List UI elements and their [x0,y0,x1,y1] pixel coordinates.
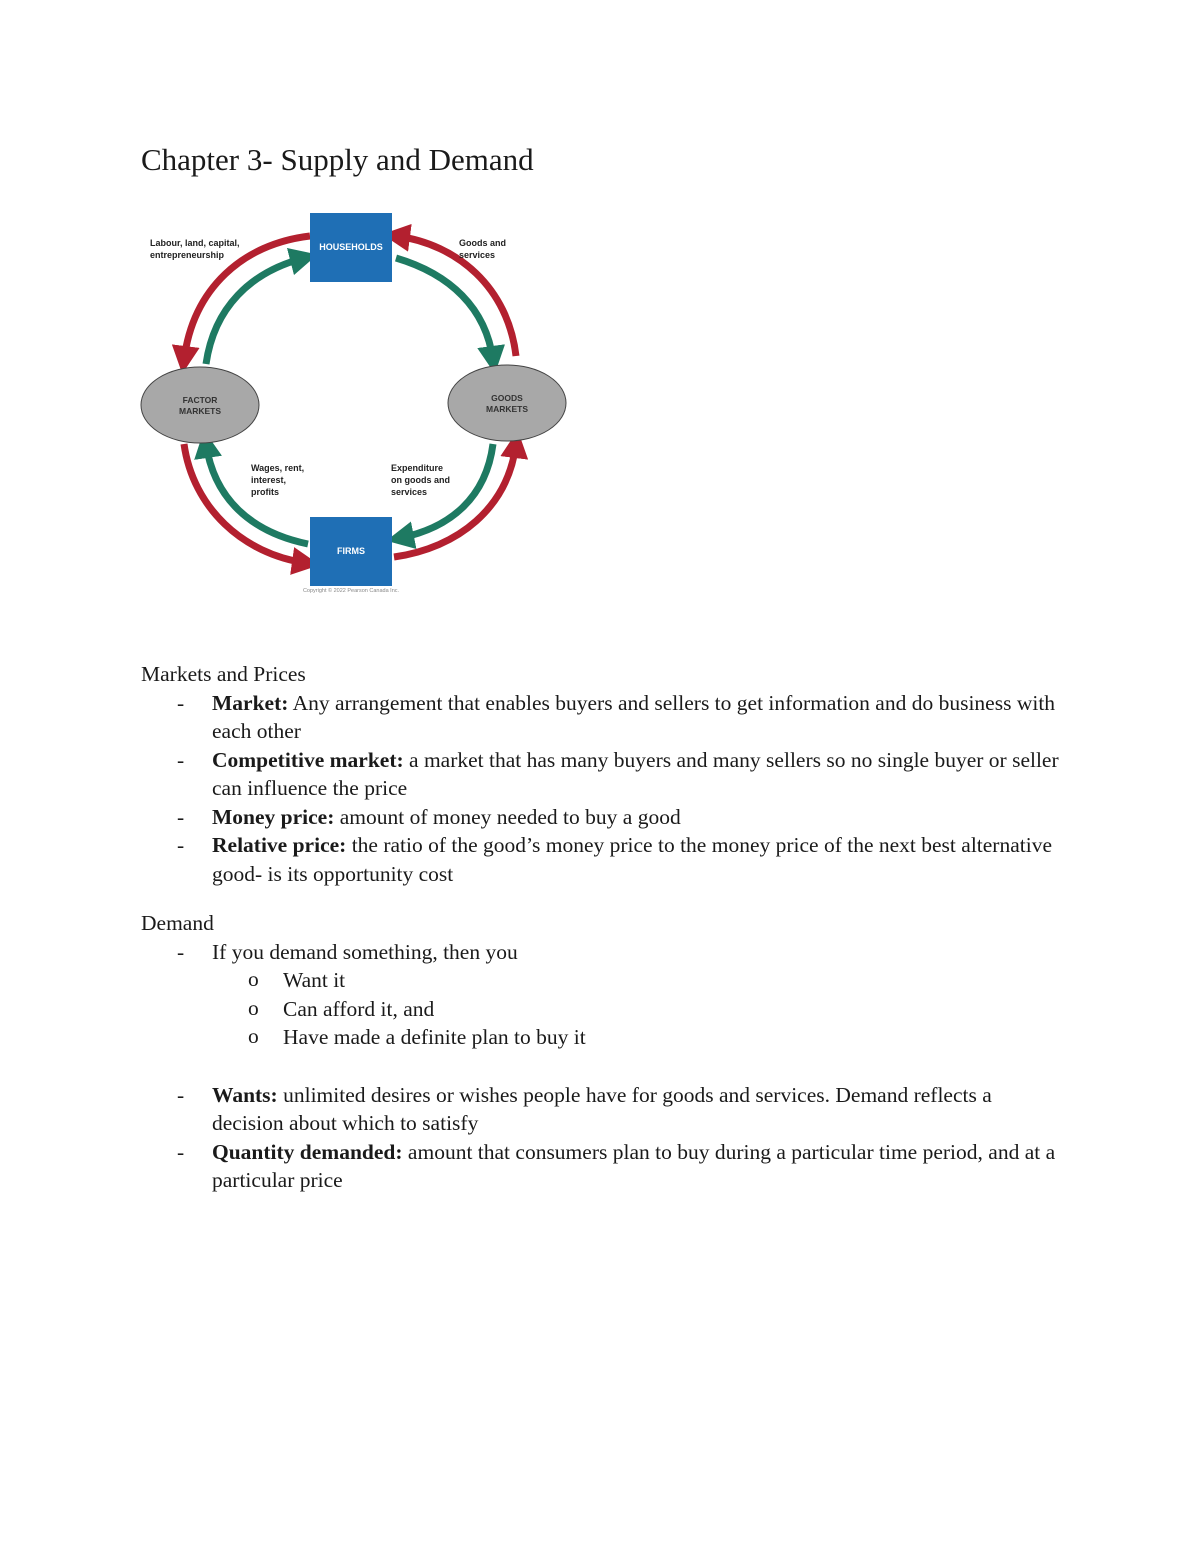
term: Market: [212,690,289,715]
firms-label: FIRMS [337,546,365,556]
label-bottom-right-2: on goods and [391,475,450,485]
label-bottom-left-1: Wages, rent, [251,463,305,473]
definition: unlimited desires or wishes people have for goods and services. Demand reflects a decision about which to satisfy [212,1082,992,1135]
term: Competitive market: [212,747,404,772]
label-bottom-left-2: interest, [251,475,287,485]
term: Relative price: [212,833,347,857]
label-top-right-1: Goods and [459,238,506,248]
households-label: HOUSEHOLDS [319,242,383,252]
copyright-text: Copyright © 2022 Pearson Canada Inc. [302,588,400,594]
markets-heading: Markets and Prices [141,662,306,686]
markets-list [141,689,1062,889]
label-bottom-right-1: Expenditure [391,463,444,473]
circular-flow-diagram [138,208,570,600]
term: Money price: [212,804,335,829]
page-title: Chapter 3- Supply and Demand [141,142,534,177]
sub-list-item: o Can afford it, and [212,995,1062,1024]
sub-list-item: o Have made a definite plan to buy it [212,1023,1062,1052]
red-arrow-top-right [396,236,516,356]
label-top-left-2: entrepreneurship [150,250,225,260]
factor-markets-label-1: FACTOR [182,395,218,405]
term: Quantity demanded: [212,1139,403,1164]
list-item [141,803,1062,832]
red-arrow-bottom-left [184,444,306,563]
label-bottom-left-3: profits [251,487,279,497]
term: Wants: [212,1082,278,1107]
definition: Any arrangement that enables buyers and sellers to get information and do business with each other [212,690,1056,743]
definition: amount that consumers plan to buy during a particular time period, and at a particular price [212,1139,1056,1192]
goods-markets-label-2: MARKETS [485,404,529,414]
list-item [141,689,1062,746]
definition: a market that has many buyers and many sellers so no single buyer or seller can influence the price [212,747,1059,800]
label-bottom-right-3: services [391,487,428,497]
demand-terms-list [141,1081,1062,1195]
definition: the ratio of the good’s money price to the money price of the next best alternative good- is its opportunity cost [212,833,1053,886]
list-item [141,746,1062,803]
list-item [141,938,1062,1052]
list-item [141,1138,1062,1195]
list-item [141,1081,1062,1138]
goods-markets-oval [448,365,566,441]
definition: amount of money needed to buy a good [334,804,681,829]
demand-conditions [212,966,1062,1052]
demand-intro: If you demand something, then you [212,939,518,964]
goods-markets-label-1: GOODS [491,393,523,403]
demand-section [141,909,1062,1195]
demand-list [141,938,1062,1052]
red-arrow-bottom-right [394,444,516,557]
label-top-right-2: services [459,250,496,260]
label-top-left-1: Labour, land, capital, [150,238,240,248]
sub-list-item: o Want it [212,966,1062,995]
factor-markets-oval [141,367,259,443]
factor-markets-label-2: MARKETS [178,406,222,416]
markets-and-prices-section [141,660,1062,888]
spacer [141,1052,1062,1081]
list-item [141,831,1062,888]
demand-heading: Demand [141,911,214,935]
